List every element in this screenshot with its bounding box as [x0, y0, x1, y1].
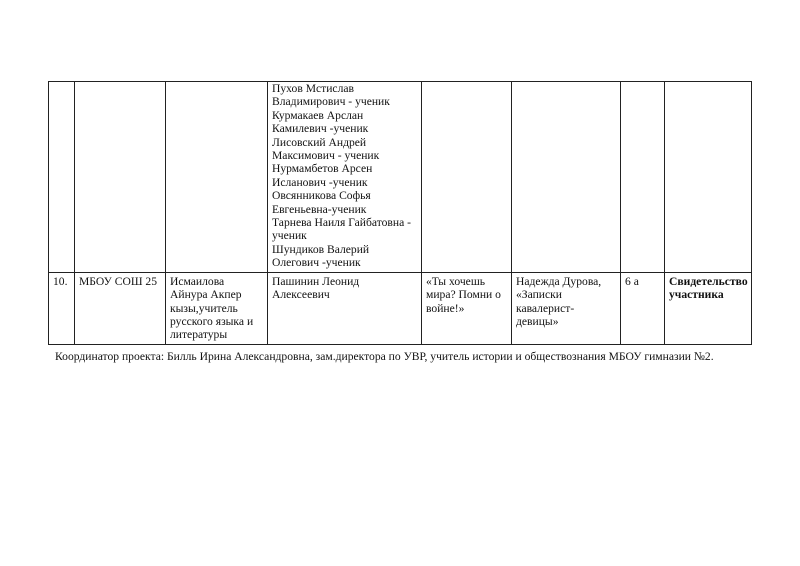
cell-project: [422, 82, 512, 273]
student-line: Тарнева Наиля Гайбатовна -: [272, 216, 411, 230]
participants-table: [48, 81, 752, 345]
student-line: Нурмамбетов Арсен: [272, 162, 373, 176]
student-line: Камилевич -ученик: [272, 122, 369, 136]
cell-grade: 6 а: [621, 272, 665, 344]
student-line: Пухов Мстислав: [272, 82, 354, 95]
cell-award: Свидетельство участника: [665, 272, 752, 344]
cell-grade: [621, 82, 665, 273]
student-line: Исланович -ученик: [272, 175, 368, 189]
cell-school: МБОУ СОШ 25: [75, 272, 166, 344]
student-line: Евгеньевна-ученик: [272, 202, 367, 216]
cell-award: [665, 82, 752, 273]
student-line: ученик: [272, 229, 307, 243]
table-row: [49, 82, 752, 273]
student-line: Овсянникова Софья: [272, 189, 371, 203]
cell-teacher: Исмаилова Айнура Акпер кызы,учитель русского языка и литературы: [166, 272, 268, 344]
student-line: Пашинин Леонид Алексеевич: [272, 274, 360, 302]
cell-teacher: [166, 82, 268, 273]
coordinator-note: Координатор проекта: Билль Ирина Александровна, зам.директора по УВР, учитель истории и обществознания МБОУ гимназии №2.: [55, 350, 714, 363]
student-line: Олегович -ученик: [272, 256, 361, 270]
cell-number: [49, 82, 75, 273]
cell-project: «Ты хочешь мира? Помни о войне!»: [422, 272, 512, 344]
cell-number: 10.: [49, 272, 75, 344]
cell-book: Надежда Дурова, «Записки кавалерист-девицы»: [512, 272, 621, 344]
student-line: Лисовский Андрей: [272, 135, 367, 149]
student-line: Владимирович - ученик: [272, 95, 390, 109]
cell-students: [268, 82, 422, 273]
table-row: [49, 272, 752, 344]
cell-students: [268, 272, 422, 344]
student-line: Шундиков Валерий: [272, 242, 370, 256]
student-line: Максимович - ученик: [272, 149, 380, 163]
cell-book: [512, 82, 621, 273]
cell-school: [75, 82, 166, 273]
student-line: Курмакаев Арслан: [272, 108, 364, 122]
